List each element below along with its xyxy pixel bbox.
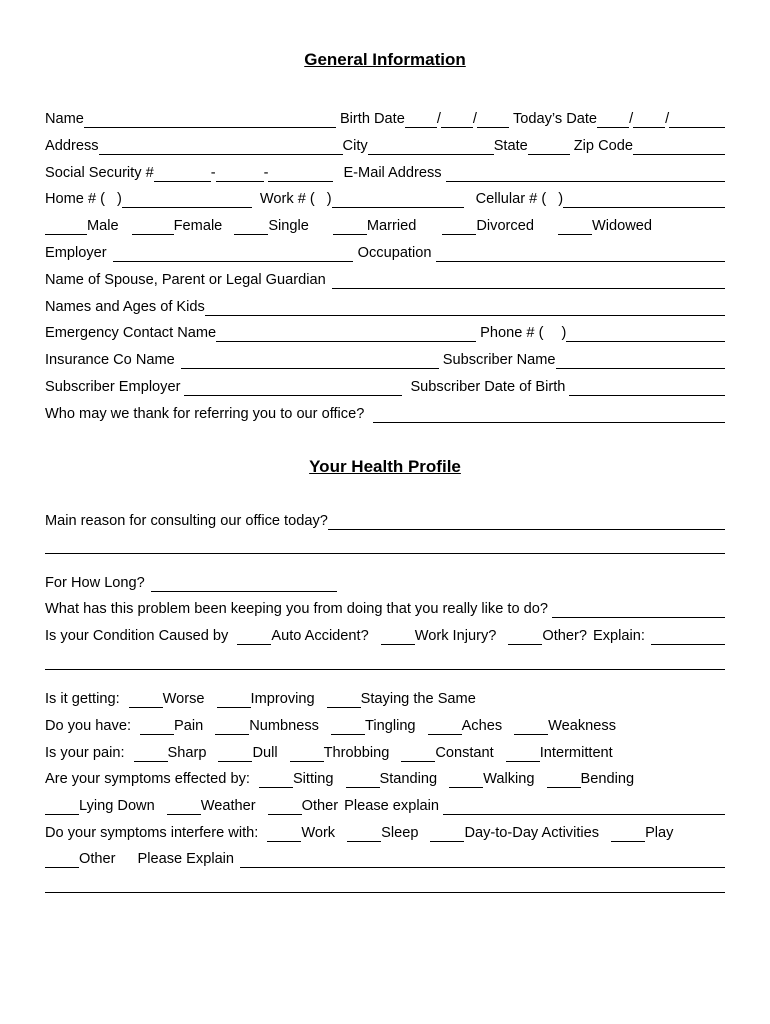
- do-you-have-label: Do you have:: [45, 718, 131, 734]
- how-long-row: [45, 572, 725, 592]
- birth-date-label: Birth Date: [339, 111, 405, 127]
- weakness-label: Weakness: [548, 718, 616, 734]
- please-explain2-extra-line[interactable]: [45, 875, 725, 893]
- state-field[interactable]: [528, 138, 570, 155]
- birth-day-field[interactable]: [441, 111, 473, 128]
- city-field[interactable]: [368, 138, 494, 155]
- referral-row: [45, 403, 725, 423]
- phone-label: Phone # (: [480, 325, 544, 341]
- auto-label: Auto Accident?: [271, 628, 369, 644]
- effected-by-row2: [45, 795, 725, 815]
- other-cause-label: Other?: [542, 628, 587, 644]
- tingling-checkline[interactable]: [331, 718, 365, 735]
- divorced-checkline[interactable]: [442, 218, 476, 235]
- date-slash: /: [665, 111, 670, 127]
- subscriber-employer-row: [45, 376, 725, 396]
- health-profile-heading: Your Health Profile: [309, 457, 461, 476]
- interfere-row: [45, 822, 725, 842]
- married-label: Married: [366, 218, 417, 234]
- how-long-field[interactable]: [151, 575, 337, 592]
- male-label: Male: [87, 218, 119, 234]
- please-explain-label: Please explain: [344, 798, 440, 814]
- date-slash: /: [629, 111, 634, 127]
- ssn-part1-field[interactable]: [154, 165, 211, 182]
- main-reason-extra-line[interactable]: [45, 536, 725, 554]
- widowed-label: Widowed: [591, 218, 652, 234]
- insurance-label: Insurance Co Name: [45, 352, 175, 368]
- insurance-field[interactable]: [181, 352, 439, 369]
- work-phone-label: Work # (: [259, 191, 315, 207]
- kids-field[interactable]: [205, 299, 725, 316]
- auto-checkline[interactable]: [237, 628, 271, 645]
- email-field[interactable]: [446, 165, 725, 182]
- referral-field[interactable]: [373, 406, 725, 423]
- effected-by-row: [45, 768, 725, 788]
- emergency-phone-field[interactable]: [566, 325, 725, 342]
- close-paren: ): [117, 191, 122, 207]
- intermittent-label: Intermittent: [539, 745, 613, 761]
- ssn-email-row: [45, 162, 725, 182]
- employer-field[interactable]: [113, 245, 353, 262]
- emergency-row: [45, 322, 725, 342]
- please-explain-field[interactable]: [443, 798, 725, 815]
- subscriber-name-label: Subscriber Name: [442, 352, 556, 368]
- male-checkline[interactable]: [45, 218, 87, 235]
- other-effect-checkline[interactable]: [268, 798, 302, 815]
- subscriber-employer-field[interactable]: [184, 379, 402, 396]
- walking-label: Walking: [483, 771, 535, 787]
- female-checkline[interactable]: [132, 218, 174, 235]
- intermittent-checkline[interactable]: [506, 745, 540, 762]
- work-phone-field[interactable]: [332, 191, 464, 208]
- female-label: Female: [173, 218, 223, 234]
- sharp-checkline[interactable]: [134, 745, 168, 762]
- how-long-label: For How Long?: [45, 575, 145, 591]
- other-explain-row: [45, 848, 725, 868]
- your-pain-label: Is your pain:: [45, 745, 125, 761]
- standing-checkline[interactable]: [346, 771, 380, 788]
- symptoms-row: [45, 715, 725, 735]
- dull-label: Dull: [252, 745, 278, 761]
- standing-label: Standing: [379, 771, 438, 787]
- weakness-checkline[interactable]: [514, 718, 548, 735]
- insurance-row: [45, 349, 725, 369]
- pain-label: Pain: [174, 718, 204, 734]
- home-phone-label: Home # (: [45, 191, 106, 207]
- numbness-label: Numbness: [249, 718, 319, 734]
- employer-row: [45, 242, 725, 262]
- pain-type-row: [45, 742, 725, 762]
- keeping-label: What has this problem been keeping you from doing that you really like to do?: [45, 601, 548, 617]
- today-month-field[interactable]: [597, 111, 629, 128]
- date-slash: /: [472, 111, 477, 127]
- work-injury-checkline[interactable]: [381, 628, 415, 645]
- other-interfere-label: Other: [79, 851, 116, 867]
- weather-checkline[interactable]: [167, 798, 201, 815]
- worse-checkline[interactable]: [129, 691, 163, 708]
- effected-by-label: Are your symptoms effected by:: [45, 771, 250, 787]
- single-label: Single: [268, 218, 309, 234]
- explain-field[interactable]: [651, 628, 725, 645]
- keeping-row: [45, 598, 725, 618]
- explain-label: Explain:: [593, 628, 645, 644]
- widowed-checkline[interactable]: [558, 218, 592, 235]
- pain-checkline[interactable]: [140, 718, 174, 735]
- bending-checkline[interactable]: [547, 771, 581, 788]
- throbbing-checkline[interactable]: [290, 745, 324, 762]
- other-interfere-checkline[interactable]: [45, 851, 79, 868]
- other-cause-checkline[interactable]: [508, 628, 542, 645]
- weather-label: Weather: [200, 798, 256, 814]
- tingling-label: Tingling: [364, 718, 416, 734]
- birth-year-field[interactable]: [477, 111, 509, 128]
- getting-row: [45, 688, 725, 708]
- name-row: [45, 108, 725, 128]
- spouse-label: Name of Spouse, Parent or Legal Guardian: [45, 272, 326, 288]
- ssn-part3-field[interactable]: [268, 165, 333, 182]
- walking-checkline[interactable]: [449, 771, 483, 788]
- close-paren: ): [558, 191, 564, 207]
- please-explain2-field[interactable]: [240, 851, 725, 868]
- sleep-label: Sleep: [381, 825, 419, 841]
- occupation-field[interactable]: [436, 245, 725, 262]
- ssn-dash: -: [210, 165, 216, 181]
- emergency-field[interactable]: [216, 325, 476, 342]
- spouse-field[interactable]: [332, 272, 725, 289]
- aches-label: Aches: [461, 718, 503, 734]
- general-information-heading: General Information: [304, 50, 466, 69]
- improving-checkline[interactable]: [217, 691, 251, 708]
- city-label: City: [342, 138, 368, 154]
- subscriber-dob-field[interactable]: [569, 379, 725, 396]
- state-label: State: [493, 138, 528, 154]
- keeping-field[interactable]: [552, 601, 725, 618]
- emergency-label: Emergency Contact Name: [45, 325, 217, 341]
- work-checkline[interactable]: [267, 825, 301, 842]
- lying-label: Lying Down: [79, 798, 155, 814]
- daily-checkline[interactable]: [430, 825, 464, 842]
- sharp-label: Sharp: [167, 745, 207, 761]
- daily-label: Day-to-Day Activities: [464, 825, 600, 841]
- zip-field[interactable]: [633, 138, 725, 155]
- subscriber-employer-label: Subscriber Employer: [45, 379, 181, 395]
- divorced-label: Divorced: [476, 218, 534, 234]
- worse-label: Worse: [162, 691, 205, 707]
- constant-checkline[interactable]: [401, 745, 435, 762]
- interfere-label: Do your symptoms interfere with:: [45, 825, 259, 841]
- kids-label: Names and Ages of Kids: [45, 299, 205, 315]
- cellular-field[interactable]: [563, 191, 725, 208]
- sleep-checkline[interactable]: [347, 825, 381, 842]
- work-label: Work: [301, 825, 336, 841]
- caused-by-label: Is your Condition Caused by: [45, 628, 229, 644]
- today-day-field[interactable]: [633, 111, 665, 128]
- sitting-checkline[interactable]: [259, 771, 293, 788]
- address-label: Address: [45, 138, 99, 154]
- other-effect-label: Other: [301, 798, 339, 814]
- name-field[interactable]: [84, 111, 336, 128]
- lying-checkline[interactable]: [45, 798, 79, 815]
- caused-by-row: [45, 625, 725, 645]
- zip-label: Zip Code: [573, 138, 633, 154]
- home-phone-field[interactable]: [122, 191, 252, 208]
- address-field[interactable]: [99, 138, 343, 155]
- constant-label: Constant: [435, 745, 494, 761]
- married-checkline[interactable]: [333, 218, 367, 235]
- today-year-field[interactable]: [669, 111, 725, 128]
- play-checkline[interactable]: [611, 825, 645, 842]
- main-reason-row: [45, 510, 725, 530]
- getting-label: Is it getting:: [45, 691, 120, 707]
- bending-label: Bending: [580, 771, 635, 787]
- subscriber-dob-label: Subscriber Date of Birth: [410, 379, 566, 395]
- throbbing-label: Throbbing: [323, 745, 390, 761]
- same-checkline[interactable]: [327, 691, 361, 708]
- address-row: [45, 135, 725, 155]
- name-label: Name: [45, 111, 84, 127]
- ssn-label: Social Security #: [45, 165, 154, 181]
- aches-checkline[interactable]: [428, 718, 462, 735]
- main-reason-label: Main reason for consulting our office today?: [45, 513, 328, 529]
- ssn-part2-field[interactable]: [216, 165, 264, 182]
- occupation-label: Occupation: [357, 245, 432, 261]
- same-label: Staying the Same: [360, 691, 476, 707]
- kids-row: [45, 296, 725, 316]
- date-slash: /: [436, 111, 441, 127]
- close-paren: ): [326, 191, 332, 207]
- main-reason-field[interactable]: [328, 513, 725, 530]
- please-explain2-label: Please Explain: [137, 851, 235, 867]
- close-paren: ): [561, 325, 567, 341]
- email-label: E-Mail Address: [343, 165, 442, 181]
- improving-label: Improving: [250, 691, 315, 707]
- marital-row: [45, 215, 725, 235]
- todays-date-label: Today’s Date: [512, 111, 598, 127]
- explain-extra-line[interactable]: [45, 652, 725, 670]
- referral-label: Who may we thank for referring you to our office?: [45, 406, 365, 422]
- cellular-label: Cellular # (: [475, 191, 547, 207]
- single-checkline[interactable]: [234, 218, 268, 235]
- spouse-row: [45, 269, 725, 289]
- dull-checkline[interactable]: [218, 745, 252, 762]
- birth-month-field[interactable]: [405, 111, 437, 128]
- work-injury-label: Work Injury?: [414, 628, 497, 644]
- phones-row: [45, 188, 725, 208]
- ssn-dash: -: [263, 165, 269, 181]
- sitting-label: Sitting: [292, 771, 334, 787]
- numbness-checkline[interactable]: [215, 718, 249, 735]
- employer-label: Employer: [45, 245, 107, 261]
- play-label: Play: [645, 825, 674, 841]
- subscriber-name-field[interactable]: [556, 352, 725, 369]
